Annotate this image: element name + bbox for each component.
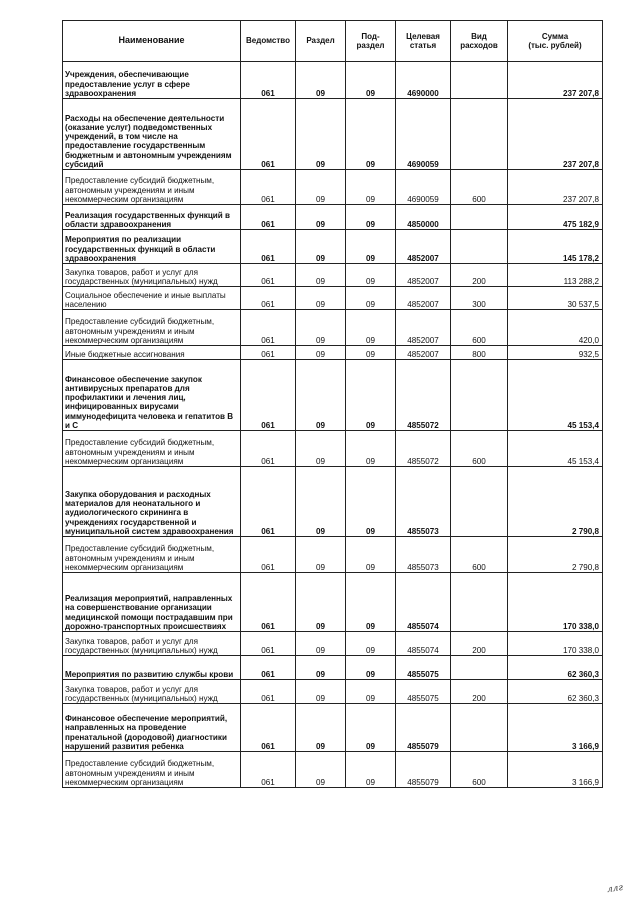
cell-dept: 061	[241, 205, 296, 230]
cell-target: 4855073	[396, 467, 451, 537]
cell-type	[451, 704, 508, 752]
table-row	[63, 62, 603, 99]
cell-target: 4690000	[396, 62, 451, 99]
cell-dept: 061	[241, 264, 296, 287]
cell-dept: 061	[241, 62, 296, 99]
cell-sum: 145 178,2	[508, 230, 603, 264]
header-type: Вид расходов	[451, 21, 508, 62]
cell-target: 4690059	[396, 170, 451, 205]
cell-dept: 061	[241, 537, 296, 573]
cell-subsection: 09	[346, 704, 396, 752]
table-row	[63, 310, 603, 346]
cell-target: 4852007	[396, 346, 451, 360]
cell-section: 09	[296, 431, 346, 467]
cell-dept: 061	[241, 346, 296, 360]
cell-sum: 113 288,2	[508, 264, 603, 287]
cell-name: Реализация мероприятий, направленных на совершенствование организации медицинской помощи пострадавшим при дорожно-транспортных происшествиях	[63, 573, 241, 632]
table-row	[63, 264, 603, 287]
cell-section: 09	[296, 264, 346, 287]
cell-target: 4690059	[396, 99, 451, 170]
cell-sum: 932,5	[508, 346, 603, 360]
cell-type	[451, 656, 508, 680]
cell-type: 600	[451, 537, 508, 573]
header-subsection: Под- раздел	[346, 21, 396, 62]
table-row	[63, 656, 603, 680]
cell-section: 09	[296, 573, 346, 632]
budget-table-sheet	[62, 20, 602, 788]
header-sum: Сумма (тыс. рублей)	[508, 21, 603, 62]
cell-type: 200	[451, 680, 508, 704]
table-row	[63, 230, 603, 264]
cell-name: Предоставление субсидий бюджетным, автономным учреждениям и иным некоммерческим организациям	[63, 310, 241, 346]
cell-sum: 3 166,9	[508, 704, 603, 752]
table-row	[63, 573, 603, 632]
cell-section: 09	[296, 99, 346, 170]
cell-name: Закупка товаров, работ и услуг для государственных (муниципальных) нужд	[63, 680, 241, 704]
cell-name: Расходы на обеспечение деятельности (оказание услуг) подведомственных учреждений, в том числе на предоставление государственным бюджетным и автономным учреждениям субсидий	[63, 99, 241, 170]
header-dept: Ведомство	[241, 21, 296, 62]
cell-subsection: 09	[346, 264, 396, 287]
cell-subsection: 09	[346, 310, 396, 346]
cell-target: 4855079	[396, 752, 451, 788]
cell-subsection: 09	[346, 752, 396, 788]
cell-dept: 061	[241, 310, 296, 346]
cell-section: 09	[296, 537, 346, 573]
cell-subsection: 09	[346, 656, 396, 680]
cell-section: 09	[296, 632, 346, 656]
cell-target: 4855072	[396, 360, 451, 431]
cell-dept: 061	[241, 99, 296, 170]
cell-dept: 061	[241, 287, 296, 310]
table-row	[63, 431, 603, 467]
cell-type	[451, 360, 508, 431]
cell-name: Реализация государственных функций в области здравоохранения	[63, 205, 241, 230]
cell-sum: 2 790,8	[508, 537, 603, 573]
cell-sum: 45 153,4	[508, 360, 603, 431]
table-row	[63, 170, 603, 205]
cell-target: 4855075	[396, 656, 451, 680]
cell-type: 600	[451, 170, 508, 205]
cell-target: 4855073	[396, 537, 451, 573]
cell-target: 4855075	[396, 680, 451, 704]
cell-type	[451, 99, 508, 170]
cell-dept: 061	[241, 230, 296, 264]
cell-target: 4852007	[396, 310, 451, 346]
budget-table	[62, 20, 603, 788]
cell-subsection: 09	[346, 573, 396, 632]
cell-sum: 170 338,0	[508, 573, 603, 632]
table-row	[63, 346, 603, 360]
cell-sum: 420,0	[508, 310, 603, 346]
cell-subsection: 09	[346, 467, 396, 537]
cell-name: Предоставление субсидий бюджетным, автономным учреждениям и иным некоммерческим организациям	[63, 752, 241, 788]
table-row	[63, 99, 603, 170]
cell-dept: 061	[241, 656, 296, 680]
cell-dept: 061	[241, 170, 296, 205]
cell-subsection: 09	[346, 632, 396, 656]
cell-section: 09	[296, 170, 346, 205]
cell-target: 4855079	[396, 704, 451, 752]
cell-type	[451, 230, 508, 264]
cell-subsection: 09	[346, 99, 396, 170]
cell-dept: 061	[241, 704, 296, 752]
cell-type: 600	[451, 752, 508, 788]
page-mark: ллг	[606, 882, 624, 896]
cell-name: Учреждения, обеспечивающие предоставление услуг в сфере здравоохранения	[63, 62, 241, 99]
cell-type: 600	[451, 310, 508, 346]
cell-subsection: 09	[346, 62, 396, 99]
cell-section: 09	[296, 752, 346, 788]
cell-type	[451, 205, 508, 230]
table-row	[63, 680, 603, 704]
cell-section: 09	[296, 467, 346, 537]
table-header-row	[63, 21, 603, 62]
cell-target: 4850000	[396, 205, 451, 230]
cell-dept: 061	[241, 632, 296, 656]
cell-sum: 237 207,8	[508, 62, 603, 99]
cell-name: Мероприятия по реализации государственных функций в области здравоохранения	[63, 230, 241, 264]
cell-sum: 2 790,8	[508, 467, 603, 537]
cell-name: Предоставление субсидий бюджетным, автономным учреждениям и иным некоммерческим организациям	[63, 170, 241, 205]
cell-subsection: 09	[346, 230, 396, 264]
cell-type: 800	[451, 346, 508, 360]
cell-section: 09	[296, 62, 346, 99]
cell-name: Предоставление субсидий бюджетным, автономным учреждениям и иным некоммерческим организациям	[63, 537, 241, 573]
cell-name: Предоставление субсидий бюджетным, автономным учреждениям и иным некоммерческим организациям	[63, 431, 241, 467]
table-row	[63, 287, 603, 310]
cell-name: Финансовое обеспечение закупок антивирусных препаратов для профилактики и лечения лиц, инфицированных вирусами иммунодефицита человека и гепатитов В и С	[63, 360, 241, 431]
cell-section: 09	[296, 680, 346, 704]
cell-section: 09	[296, 704, 346, 752]
table-row	[63, 704, 603, 752]
cell-sum: 237 207,8	[508, 170, 603, 205]
cell-sum: 62 360,3	[508, 680, 603, 704]
cell-name: Социальное обеспечение и иные выплаты населению	[63, 287, 241, 310]
header-section: Раздел	[296, 21, 346, 62]
cell-type: 200	[451, 264, 508, 287]
cell-subsection: 09	[346, 360, 396, 431]
cell-target: 4852007	[396, 230, 451, 264]
cell-name: Закупка товаров, работ и услуг для государственных (муниципальных) нужд	[63, 264, 241, 287]
cell-dept: 061	[241, 573, 296, 632]
cell-subsection: 09	[346, 680, 396, 704]
cell-type: 600	[451, 431, 508, 467]
cell-type	[451, 62, 508, 99]
cell-dept: 061	[241, 680, 296, 704]
cell-target: 4855074	[396, 632, 451, 656]
cell-dept: 061	[241, 467, 296, 537]
table-row	[63, 537, 603, 573]
table-row	[63, 360, 603, 431]
cell-section: 09	[296, 310, 346, 346]
cell-target: 4852007	[396, 287, 451, 310]
cell-sum: 45 153,4	[508, 431, 603, 467]
cell-type: 300	[451, 287, 508, 310]
cell-sum: 3 166,9	[508, 752, 603, 788]
cell-subsection: 09	[346, 205, 396, 230]
cell-sum: 475 182,9	[508, 205, 603, 230]
cell-name: Мероприятия по развитию службы крови	[63, 656, 241, 680]
cell-section: 09	[296, 656, 346, 680]
cell-section: 09	[296, 205, 346, 230]
cell-name: Финансовое обеспечение мероприятий, направленных на проведение пренатальной (дородовой) диагностики нарушений развития ребенка	[63, 704, 241, 752]
cell-name: Закупка товаров, работ и услуг для государственных (муниципальных) нужд	[63, 632, 241, 656]
cell-dept: 061	[241, 360, 296, 431]
cell-dept: 061	[241, 752, 296, 788]
table-row	[63, 205, 603, 230]
cell-subsection: 09	[346, 170, 396, 205]
header-target: Целевая статья	[396, 21, 451, 62]
cell-type	[451, 467, 508, 537]
cell-target: 4852007	[396, 264, 451, 287]
cell-subsection: 09	[346, 287, 396, 310]
cell-section: 09	[296, 230, 346, 264]
cell-name: Закупка оборудования и расходных материалов для неонатального и аудиологического скрининга в учреждениях государственной и муниципальной систем здравоохранения	[63, 467, 241, 537]
cell-type	[451, 573, 508, 632]
cell-subsection: 09	[346, 431, 396, 467]
cell-sum: 62 360,3	[508, 656, 603, 680]
cell-sum: 170 338,0	[508, 632, 603, 656]
cell-section: 09	[296, 287, 346, 310]
cell-target: 4855074	[396, 573, 451, 632]
cell-section: 09	[296, 346, 346, 360]
header-name: Наименование	[63, 21, 241, 62]
cell-name: Иные бюджетные ассигнования	[63, 346, 241, 360]
table-body	[63, 62, 603, 788]
cell-sum: 30 537,5	[508, 287, 603, 310]
cell-subsection: 09	[346, 346, 396, 360]
cell-type: 200	[451, 632, 508, 656]
table-row	[63, 632, 603, 656]
cell-subsection: 09	[346, 537, 396, 573]
cell-section: 09	[296, 360, 346, 431]
cell-target: 4855072	[396, 431, 451, 467]
table-row	[63, 752, 603, 788]
cell-dept: 061	[241, 431, 296, 467]
cell-sum: 237 207,8	[508, 99, 603, 170]
table-row	[63, 467, 603, 537]
